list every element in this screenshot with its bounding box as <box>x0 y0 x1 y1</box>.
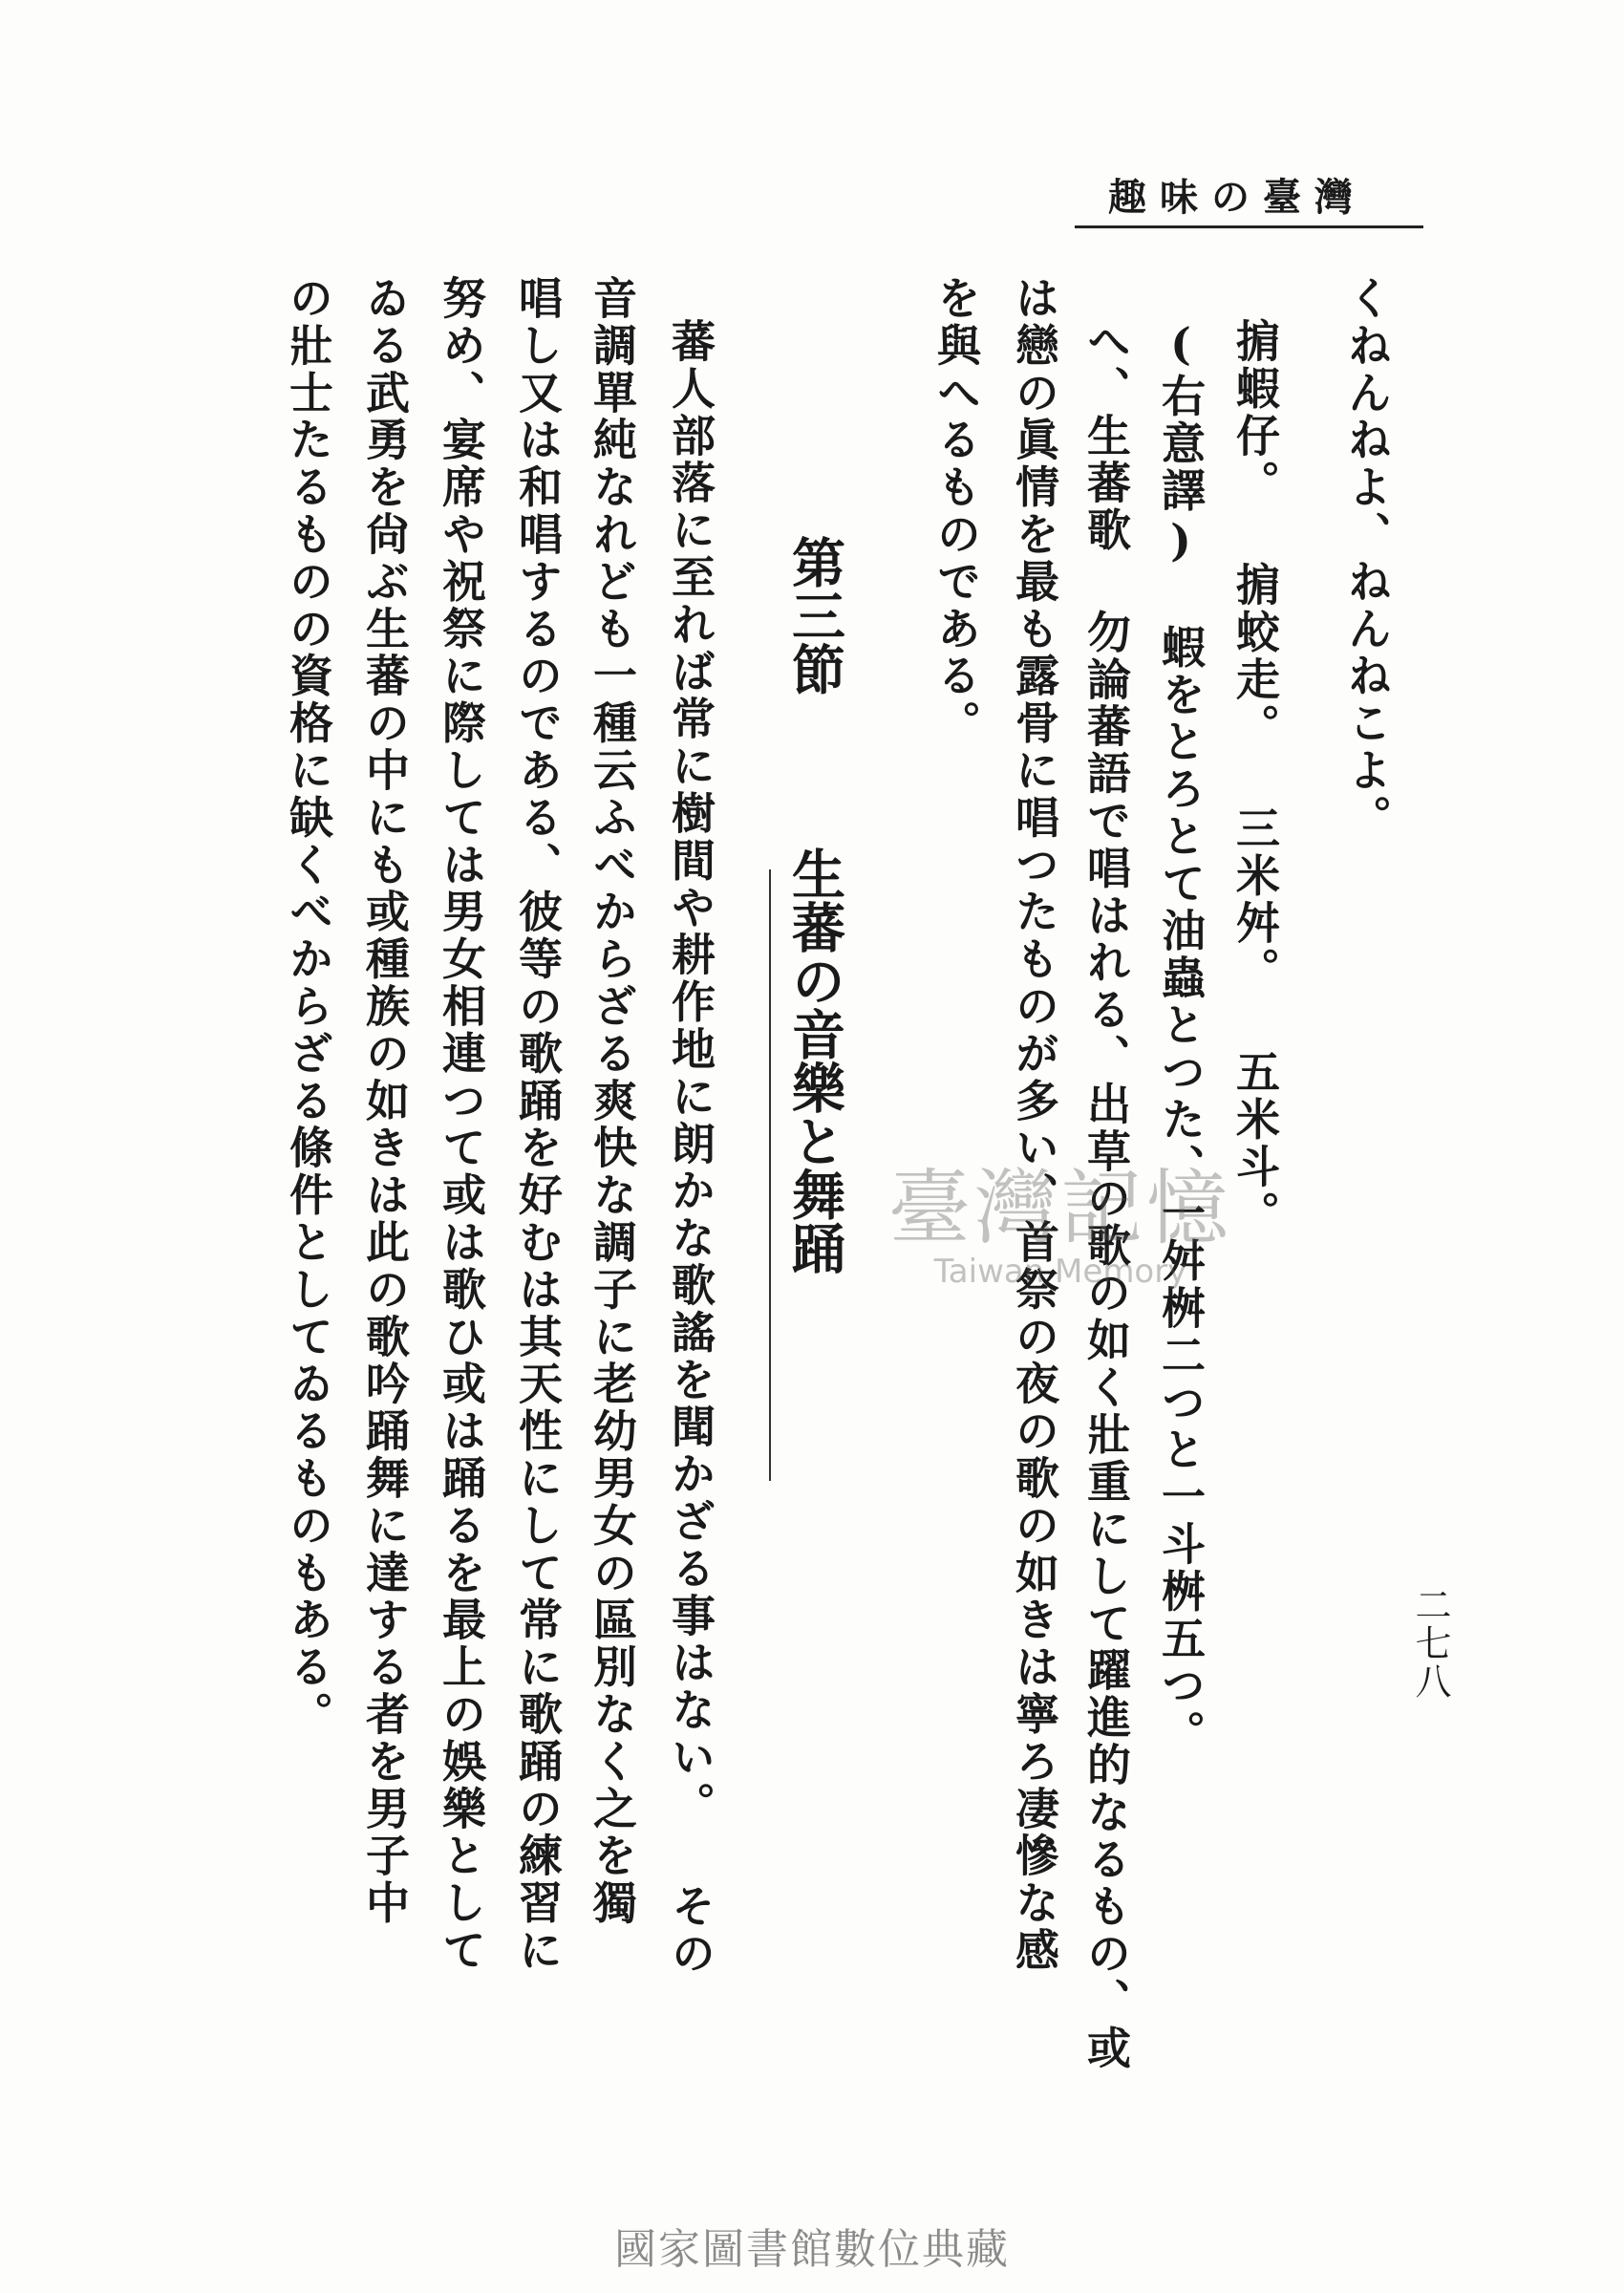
body-column-2: 音調單純なれども一種云ふべからざる爽快な調子に老幼男女の區別なく之を獨 <box>587 275 638 1927</box>
watermark <box>812 1142 1309 1291</box>
watermark-sub: Taiwan Memory <box>933 1253 1187 1291</box>
running-title: 趣味の臺灣 <box>1108 175 1366 220</box>
text-column-5: は戀の眞情を最も露骨に唱つたものが多い、首祭の夜の歌の如きは寧ろ凄慘な感 <box>1009 275 1060 1975</box>
body-column-6: の壯士たるものの資格に缺くべからざる條件としてゐるものもある。 <box>283 275 334 1739</box>
body-column-5: ゐる武勇を尙ぶ生蕃の中にも或種族の如きは此の歌吟踊舞に達する者を男子中 <box>359 275 411 1927</box>
body-column-4: 努め、宴席や祝祭に際しては男女相連つて或は歌ひ或は踊るを最上の娛樂として <box>436 275 487 1975</box>
section-title: 生蕃の音樂と舞踊 <box>783 846 846 1275</box>
page-number: 二七八 <box>1409 1586 1451 1701</box>
text-column-3: (右意譯) 蝦をとろとて油蟲とつた、一舛桝二つと一斗桝五つ。 <box>1155 318 1207 1757</box>
body-column-3: 唱し又は和唱するのである、彼等の歌踊を好むは其天性にして常に歌踊の練習に <box>512 275 564 1975</box>
heading-rule <box>769 869 771 1481</box>
text-column-6: を與へるものである。 <box>930 275 982 747</box>
text-column-4: へ、生蕃歌 勿論蕃語で唱はれる、出草の歌の如く壯重にして躍進的なるもの、或 <box>1080 318 1132 2072</box>
header-rule <box>1075 225 1423 228</box>
text-column-1: くねんねよ、ねんねこよ。 <box>1341 275 1393 842</box>
text-column-2: 掮蝦仔。 掮蛟走。 三米舛。 五米斗。 <box>1229 318 1281 1238</box>
watermark-main: 臺灣記憶 <box>888 1161 1232 1256</box>
body-column-1: 蕃人部落に至れば常に樹間や耕作地に朗かな歌謠を聞かざる事はない。 その <box>665 318 716 1978</box>
section-number: 第三節 <box>783 535 846 696</box>
footer-library-credit: 國家圖書館數位典藏 <box>614 2225 1010 2274</box>
